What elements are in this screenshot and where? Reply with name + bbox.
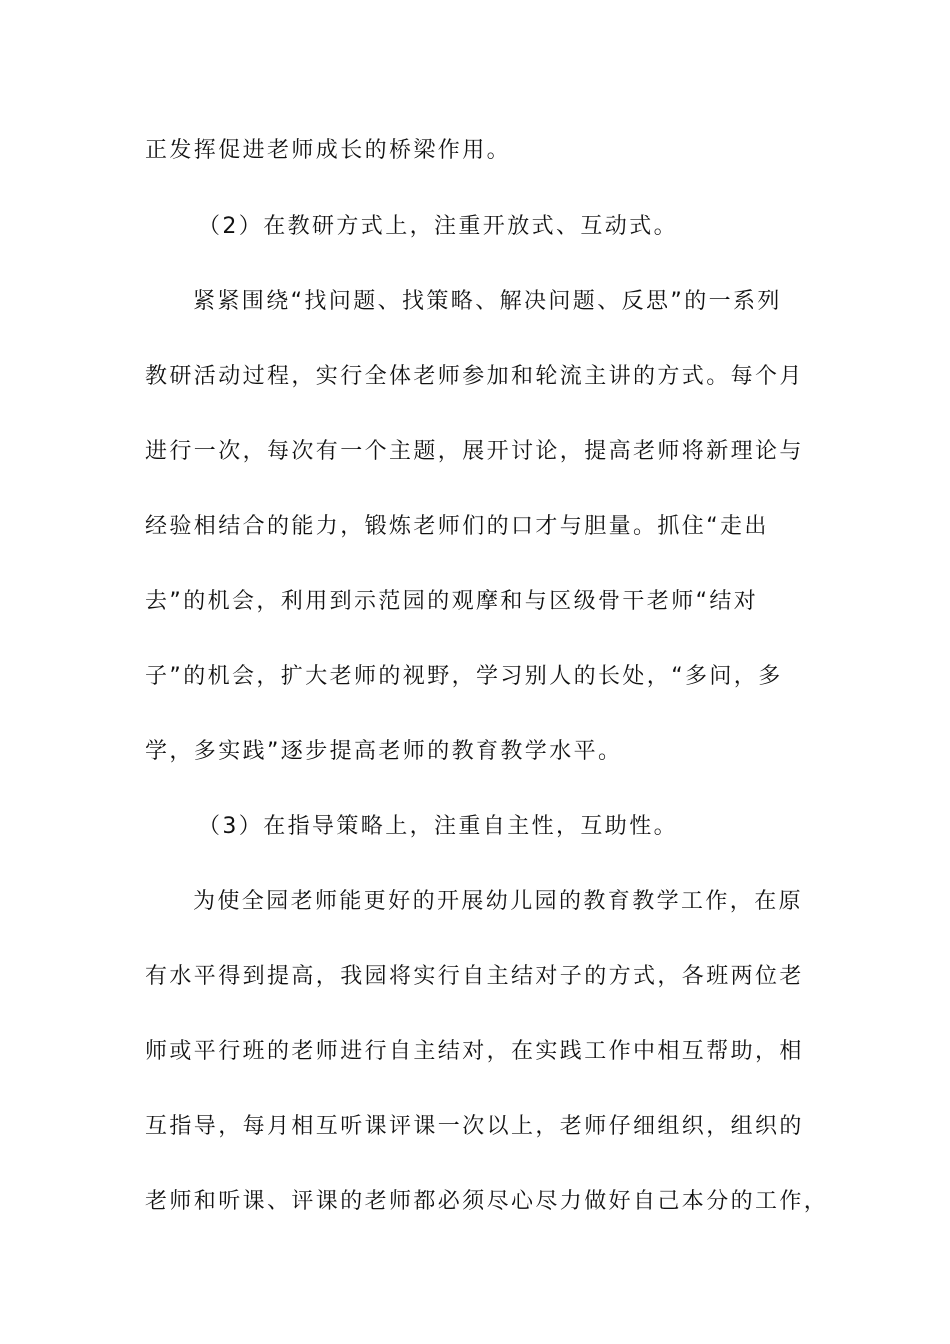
section-heading: （3）在指导策略上，注重自主性，互助性。 [198, 814, 678, 839]
section-heading: （2）在教研方式上，注重开放式、互动式。 [198, 214, 678, 239]
text-line: 互指导，每月相互听课评课一次以上，老师仔细组织，组织的 [145, 1114, 804, 1139]
text-line: 经验相结合的能力，锻炼老师们的口才与胆量。抓住“走出 [145, 514, 769, 539]
text-line: 有水平得到提高，我园将实行自主结对子的方式，各班两位老 [145, 964, 804, 989]
text-line: 子”的机会，扩大老师的视野，学习别人的长处，“多问，多 [145, 664, 783, 689]
text-line: 进行一次，每次有一个主题，展开讨论，提高老师将新理论与 [145, 439, 804, 464]
paragraph-first-line: 为使全园老师能更好的开展幼儿园的教育教学工作，在原 [193, 889, 804, 914]
text-line: 教研活动过程，实行全体老师参加和轮流主讲的方式。每个月 [145, 364, 804, 389]
text-line: 老师和听课、评课的老师都必须尽心尽力做好自己本分的工作， [145, 1189, 829, 1214]
paragraph-first-line: 紧紧围绕“找问题、找策略、解决问题、反思”的一系列 [193, 289, 782, 314]
text-line: 学，多实践”逐步提高老师的教育教学水平。 [145, 739, 623, 764]
text-line: 师或平行班的老师进行自主结对，在实践工作中相互帮助，相 [145, 1039, 804, 1064]
text-line: 去”的机会，利用到示范园的观摩和与区级骨干老师“结对 [145, 589, 759, 614]
text-line: 正发挥促进老师成长的桥梁作用。 [145, 138, 512, 163]
